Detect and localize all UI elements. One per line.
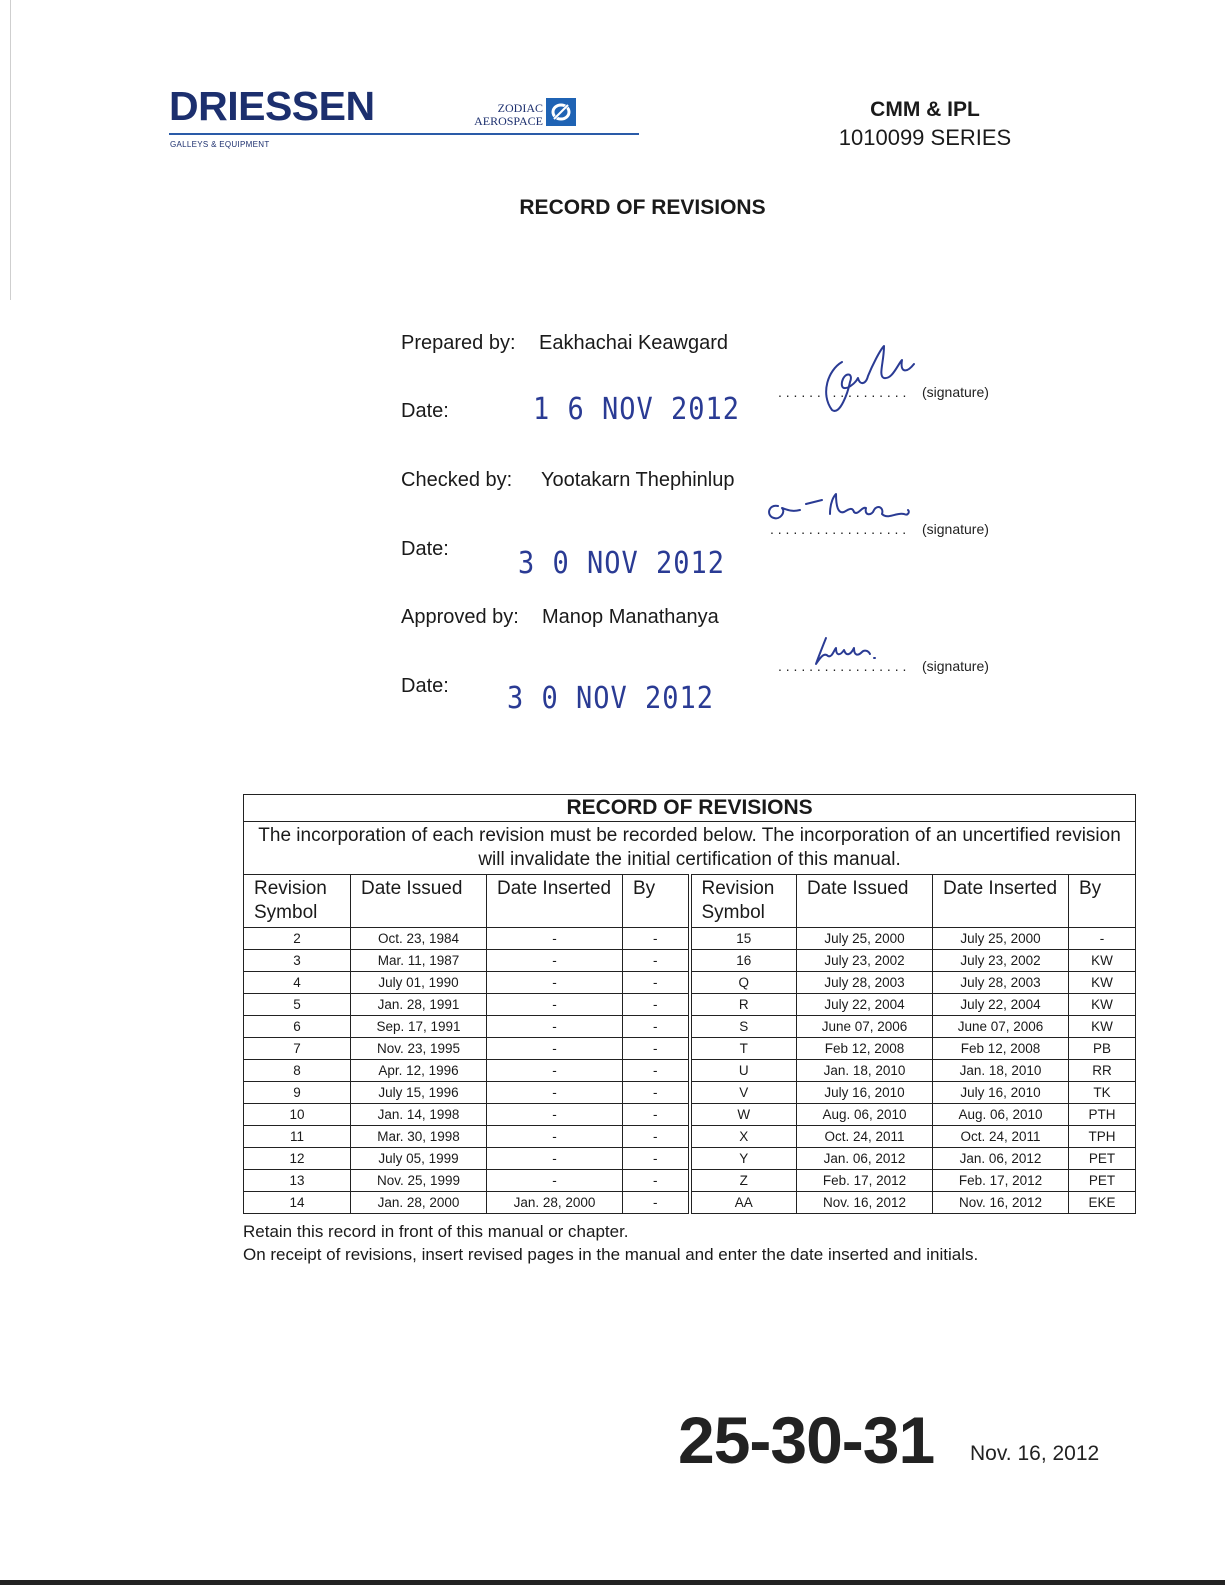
table-header-row bbox=[244, 875, 1136, 928]
table-row bbox=[244, 1126, 1136, 1148]
table-cell: July 28, 2003 bbox=[933, 972, 1069, 994]
table-cell: - bbox=[623, 1104, 690, 1126]
table-row bbox=[244, 1148, 1136, 1170]
table-cell: July 05, 1999 bbox=[351, 1148, 487, 1170]
table-cell: AA bbox=[690, 1192, 797, 1214]
table-cell: - bbox=[623, 994, 690, 1016]
table-cell: July 25, 2000 bbox=[933, 928, 1069, 950]
table-cell: Y bbox=[690, 1148, 797, 1170]
table-cell: Q bbox=[690, 972, 797, 994]
table-cell: 7 bbox=[244, 1038, 351, 1060]
table-row bbox=[244, 1192, 1136, 1214]
table-cell: Mar. 11, 1987 bbox=[351, 950, 487, 972]
table-cell: PTH bbox=[1069, 1104, 1136, 1126]
table-note: The incorporation of each revision must be recorded below. The incorporation of an uncertified revision will invalidate the initial certification of this manual. bbox=[244, 822, 1136, 875]
table-cell: PET bbox=[1069, 1170, 1136, 1192]
table-cell: - bbox=[487, 1060, 623, 1082]
table-cell: PB bbox=[1069, 1038, 1136, 1060]
table-row bbox=[244, 1016, 1136, 1038]
manual-type: CMM & IPL bbox=[870, 98, 980, 121]
table-cell: Feb 12, 2008 bbox=[933, 1038, 1069, 1060]
table-cell: - bbox=[623, 1038, 690, 1060]
table-cell: Oct. 23, 1984 bbox=[351, 928, 487, 950]
table-cell: R bbox=[690, 994, 797, 1016]
table-cell: - bbox=[487, 1170, 623, 1192]
page-bottom-edge bbox=[0, 1580, 1225, 1585]
table-cell: EKE bbox=[1069, 1192, 1136, 1214]
checked-signature-icon bbox=[764, 492, 914, 532]
table-row bbox=[244, 928, 1136, 950]
table-row bbox=[244, 994, 1136, 1016]
table-cell: Nov. 23, 1995 bbox=[351, 1038, 487, 1060]
approved-signature-hint: (signature) bbox=[922, 658, 989, 674]
scan-edge-line bbox=[10, 0, 11, 300]
table-cell: - bbox=[487, 1038, 623, 1060]
checked-signature-hint: (signature) bbox=[922, 521, 989, 537]
table-cell: 11 bbox=[244, 1126, 351, 1148]
table-cell: - bbox=[487, 1104, 623, 1126]
header-revision-symbol-2: Revision Symbol bbox=[690, 875, 797, 928]
header-date-inserted-2: Date Inserted bbox=[933, 875, 1069, 928]
header-date-issued: Date Issued bbox=[351, 875, 487, 928]
table-cell: July 01, 1990 bbox=[351, 972, 487, 994]
table-cell: Aug. 06, 2010 bbox=[797, 1104, 933, 1126]
company-tagline: GALLEYS & EQUIPMENT bbox=[170, 140, 270, 149]
page-title: RECORD OF REVISIONS bbox=[519, 196, 766, 219]
table-cell: July 22, 2004 bbox=[933, 994, 1069, 1016]
table-cell: - bbox=[623, 1060, 690, 1082]
table-cell: Jan. 06, 2012 bbox=[933, 1148, 1069, 1170]
table-note-row bbox=[244, 822, 1136, 875]
table-cell: 16 bbox=[690, 950, 797, 972]
company-logo-text: DRIESSEN bbox=[169, 83, 375, 129]
table-cell: Jan. 14, 1998 bbox=[351, 1104, 487, 1126]
header-date-issued-2: Date Issued bbox=[797, 875, 933, 928]
table-cell: W bbox=[690, 1104, 797, 1126]
table-cell: July 28, 2003 bbox=[797, 972, 933, 994]
table-cell: 15 bbox=[690, 928, 797, 950]
table-cell: 8 bbox=[244, 1060, 351, 1082]
table-cell: U bbox=[690, 1060, 797, 1082]
table-cell: 6 bbox=[244, 1016, 351, 1038]
header-date-inserted: Date Inserted bbox=[487, 875, 623, 928]
table-cell: - bbox=[623, 1016, 690, 1038]
table-cell: Nov. 16, 2012 bbox=[933, 1192, 1069, 1214]
table-cell: - bbox=[487, 1082, 623, 1104]
footnote-retain: Retain this record in front of this manual or chapter. bbox=[243, 1222, 629, 1241]
table-row bbox=[244, 1060, 1136, 1082]
zodiac-logo-icon bbox=[546, 98, 576, 126]
table-cell: - bbox=[623, 1170, 690, 1192]
table-cell: KW bbox=[1069, 1016, 1136, 1038]
table-cell: KW bbox=[1069, 950, 1136, 972]
table-cell: TPH bbox=[1069, 1126, 1136, 1148]
prepared-by-label: Prepared by: bbox=[401, 332, 516, 354]
table-cell: Apr. 12, 1996 bbox=[351, 1060, 487, 1082]
table-cell: - bbox=[487, 1016, 623, 1038]
table-cell: Nov. 25, 1999 bbox=[351, 1170, 487, 1192]
prepared-date-stamp: 1 6 NOV 2012 bbox=[533, 392, 741, 427]
table-cell: - bbox=[487, 950, 623, 972]
table-cell: July 22, 2004 bbox=[797, 994, 933, 1016]
page-date: Nov. 16, 2012 bbox=[970, 1442, 1100, 1465]
manual-series: 1010099 SERIES bbox=[838, 125, 1012, 150]
table-cell: - bbox=[623, 1148, 690, 1170]
header-by: By bbox=[623, 875, 690, 928]
table-cell: 12 bbox=[244, 1148, 351, 1170]
table-cell: - bbox=[623, 972, 690, 994]
table-cell: July 23, 2002 bbox=[933, 950, 1069, 972]
table-cell: July 16, 2010 bbox=[933, 1082, 1069, 1104]
table-cell: - bbox=[487, 972, 623, 994]
table-cell: Feb 12, 2008 bbox=[797, 1038, 933, 1060]
table-row bbox=[244, 950, 1136, 972]
table-cell: - bbox=[487, 1126, 623, 1148]
table-cell: X bbox=[690, 1126, 797, 1148]
table-cell: Jan. 28, 1991 bbox=[351, 994, 487, 1016]
table-cell: - bbox=[623, 1126, 690, 1148]
table-cell: Mar. 30, 1998 bbox=[351, 1126, 487, 1148]
table-cell: - bbox=[487, 1148, 623, 1170]
checked-by-label: Checked by: bbox=[401, 469, 513, 491]
table-cell: - bbox=[1069, 928, 1136, 950]
table-cell: Feb. 17, 2012 bbox=[933, 1170, 1069, 1192]
checked-date-stamp: 3 0 NOV 2012 bbox=[518, 546, 726, 581]
table-cell: PET bbox=[1069, 1148, 1136, 1170]
approved-signature-icon bbox=[810, 634, 890, 668]
prepared-date-label: Date: bbox=[401, 400, 449, 422]
table-cell: T bbox=[690, 1038, 797, 1060]
table-cell: Feb. 17, 2012 bbox=[797, 1170, 933, 1192]
table-cell: 9 bbox=[244, 1082, 351, 1104]
table-cell: July 15, 1996 bbox=[351, 1082, 487, 1104]
table-cell: June 07, 2006 bbox=[797, 1016, 933, 1038]
table-cell: KW bbox=[1069, 994, 1136, 1016]
checked-date-label: Date: bbox=[401, 538, 449, 560]
table-cell: 13 bbox=[244, 1170, 351, 1192]
table-title: RECORD OF REVISIONS bbox=[244, 795, 1136, 822]
footnote-receipt: On receipt of revisions, insert revised pages in the manual and enter the date inserted and initials. bbox=[243, 1245, 979, 1264]
table-cell: - bbox=[623, 928, 690, 950]
partner-logo-text bbox=[455, 102, 543, 128]
table-cell: 14 bbox=[244, 1192, 351, 1214]
approved-by-name: Manop Manathanya bbox=[542, 606, 719, 628]
checked-by-name: Yootakarn Thephinlup bbox=[541, 469, 735, 491]
table-row bbox=[244, 972, 1136, 994]
table-row bbox=[244, 1082, 1136, 1104]
prepared-signature-hint: (signature) bbox=[922, 384, 989, 400]
header-divider bbox=[169, 133, 639, 135]
table-cell: 10 bbox=[244, 1104, 351, 1126]
table-cell: June 07, 2006 bbox=[933, 1016, 1069, 1038]
table-cell: KW bbox=[1069, 972, 1136, 994]
table-cell: TK bbox=[1069, 1082, 1136, 1104]
revisions-table bbox=[243, 794, 1136, 1214]
table-cell: - bbox=[487, 994, 623, 1016]
table-cell: Jan. 28, 2000 bbox=[351, 1192, 487, 1214]
table-cell: 2 bbox=[244, 928, 351, 950]
table-cell: S bbox=[690, 1016, 797, 1038]
table-cell: Aug. 06, 2010 bbox=[933, 1104, 1069, 1126]
table-row bbox=[244, 1170, 1136, 1192]
table-title-row bbox=[244, 795, 1136, 822]
table-cell: 5 bbox=[244, 994, 351, 1016]
table-cell: Oct. 24, 2011 bbox=[933, 1126, 1069, 1148]
table-cell: Z bbox=[690, 1170, 797, 1192]
table-cell: Oct. 24, 2011 bbox=[797, 1126, 933, 1148]
table-cell: - bbox=[623, 1082, 690, 1104]
table-cell: V bbox=[690, 1082, 797, 1104]
approved-date-label: Date: bbox=[401, 675, 449, 697]
table-cell: July 25, 2000 bbox=[797, 928, 933, 950]
table-cell: Jan. 28, 2000 bbox=[487, 1192, 623, 1214]
prepared-signature-line: . . . . . . . . . . . . . . . . . bbox=[778, 384, 911, 400]
header-revision-symbol: Revision Symbol bbox=[244, 875, 351, 928]
approved-by-label: Approved by: bbox=[401, 606, 519, 628]
approved-signature-line: . . . . . . . . . . . . . . . . . bbox=[778, 658, 911, 674]
table-cell: Jan. 18, 2010 bbox=[797, 1060, 933, 1082]
table-cell: - bbox=[487, 928, 623, 950]
page-code: 25-30-31 bbox=[678, 1403, 935, 1477]
partner-line-2: AEROSPACE bbox=[474, 114, 543, 128]
table-cell: 4 bbox=[244, 972, 351, 994]
prepared-by-name: Eakhachai Keawgard bbox=[539, 332, 729, 354]
table-cell: 3 bbox=[244, 950, 351, 972]
table-cell: Jan. 06, 2012 bbox=[797, 1148, 933, 1170]
partner-line-1: ZODIAC bbox=[497, 101, 543, 115]
header-by-2: By bbox=[1069, 875, 1136, 928]
table-row bbox=[244, 1104, 1136, 1126]
approved-date-stamp: 3 0 NOV 2012 bbox=[507, 681, 715, 716]
prepared-signature-icon bbox=[810, 342, 920, 417]
checked-signature-line: . . . . . . . . . . . . . . . . . . bbox=[770, 521, 911, 537]
table-cell: July 23, 2002 bbox=[797, 950, 933, 972]
table-cell: RR bbox=[1069, 1060, 1136, 1082]
table-cell: - bbox=[623, 950, 690, 972]
table-cell: Nov. 16, 2012 bbox=[797, 1192, 933, 1214]
table-row bbox=[244, 1038, 1136, 1060]
table-cell: Jan. 18, 2010 bbox=[933, 1060, 1069, 1082]
table-cell: Sep. 17, 1991 bbox=[351, 1016, 487, 1038]
table-cell: - bbox=[623, 1192, 690, 1214]
table-cell: July 16, 2010 bbox=[797, 1082, 933, 1104]
